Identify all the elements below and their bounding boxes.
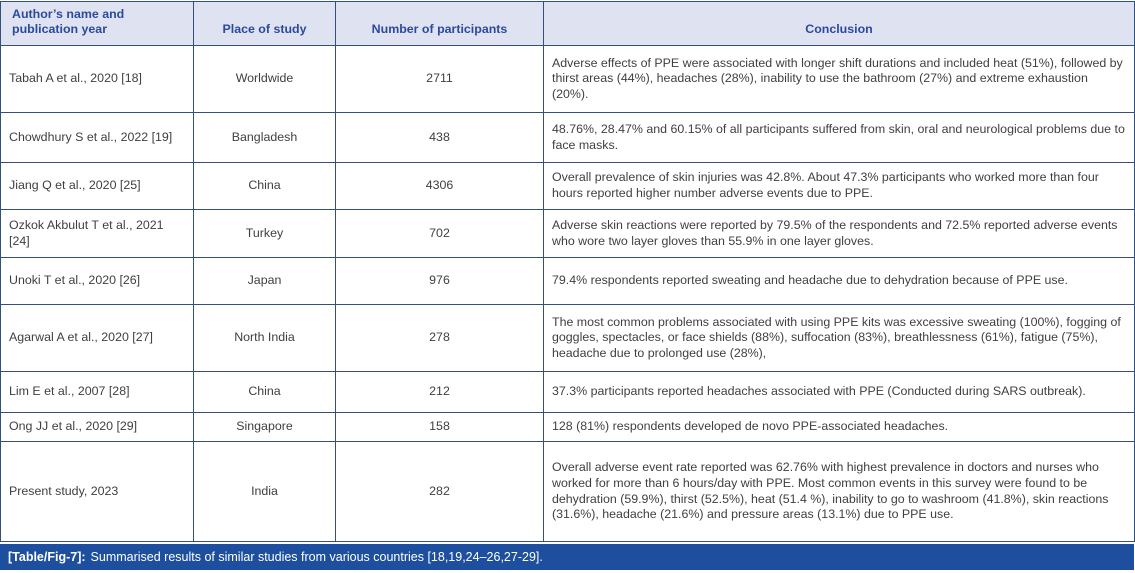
table-row — [1, 305, 1135, 372]
participants-cell: 158 — [336, 413, 544, 442]
place-cell: India — [194, 442, 336, 542]
table-header — [1, 2, 1135, 46]
participants-cell: 282 — [336, 442, 544, 542]
participants-cell: 976 — [336, 258, 544, 305]
author-cell: Jiang Q et al., 2020 [25] — [1, 163, 194, 210]
table-row — [1, 113, 1135, 163]
place-cell: China — [194, 372, 336, 413]
author-cell: Agarwal A et al., 2020 [27] — [1, 305, 194, 372]
place-cell: Turkey — [194, 210, 336, 258]
conclusion-cell: 37.3% participants reported headaches associated with PPE (Conducted during SARS outbreak). — [544, 372, 1135, 413]
table-row — [1, 413, 1135, 442]
conclusion-cell: 79.4% respondents reported sweating and headache due to dehydration because of PPE use. — [544, 258, 1135, 305]
table-row — [1, 372, 1135, 413]
column-header-author: Author’s name and publication year — [1, 2, 194, 46]
table-row — [1, 163, 1135, 210]
author-cell: Lim E et al., 2007 [28] — [1, 372, 194, 413]
place-cell: Japan — [194, 258, 336, 305]
table-row — [1, 46, 1135, 113]
conclusion-cell: Overall prevalence of skin injuries was 42.8%. About 47.3% participants who worked more than four hours reported higher number adverse events due to PPE. — [544, 163, 1135, 210]
author-cell: Ong JJ et al., 2020 [29] — [1, 413, 194, 442]
place-cell: North India — [194, 305, 336, 372]
conclusion-cell: 128 (81%) respondents developed de novo PPE-associated headaches. — [544, 413, 1135, 442]
participants-cell: 2711 — [336, 46, 544, 113]
author-cell: Unoki T et al., 2020 [26] — [1, 258, 194, 305]
table-row — [1, 210, 1135, 258]
participants-cell: 702 — [336, 210, 544, 258]
participants-cell: 4306 — [336, 163, 544, 210]
studies-summary-table — [0, 1, 1135, 542]
table-body — [1, 46, 1135, 542]
place-cell: Bangladesh — [194, 113, 336, 163]
column-header-conclusion: Conclusion — [544, 2, 1135, 46]
participants-cell: 212 — [336, 372, 544, 413]
column-header-participants: Number of participants — [336, 2, 544, 46]
figure-caption-text: Summarised results of similar studies from various countries [18,19,24–26,27-29]. — [90, 550, 543, 564]
header-row — [1, 2, 1135, 46]
conclusion-cell: The most common problems associated with using PPE kits was excessive sweating (100%), fogging of goggles, spectacles, or face shields (88%), suffocation (83%), breathlessness (61%), fatigue (75%), headache due to prolonged use (28%), — [544, 305, 1135, 372]
table-row — [1, 442, 1135, 542]
place-cell: Worldwide — [194, 46, 336, 113]
author-cell: Present study, 2023 — [1, 442, 194, 542]
conclusion-cell: Adverse skin reactions were reported by 79.5% of the respondents and 72.5% reported adverse events who wore two layer gloves than 55.9% in one layer gloves. — [544, 210, 1135, 258]
place-cell: China — [194, 163, 336, 210]
column-header-place: Place of study — [194, 2, 336, 46]
conclusion-cell: Adverse effects of PPE were associated with longer shift durations and included heat (51%), followed by thirst areas (44%), headaches (28%), inability to use the bathroom (27%) and extreme exhaustion (20%). — [544, 46, 1135, 113]
table-row — [1, 258, 1135, 305]
figure-caption — [0, 544, 1134, 570]
place-cell: Singapore — [194, 413, 336, 442]
author-cell: Chowdhury S et al., 2022 [19] — [1, 113, 194, 163]
figure-caption-label: [Table/Fig-7]: — [8, 550, 86, 564]
participants-cell: 438 — [336, 113, 544, 163]
author-cell: Ozkok Akbulut T et al., 2021 [24] — [1, 210, 194, 258]
conclusion-cell: 48.76%, 28.47% and 60.15% of all participants suffered from skin, oral and neurological problems due to face masks. — [544, 113, 1135, 163]
conclusion-cell: Overall adverse event rate reported was 62.76% with highest prevalence in doctors and nurses who worked for more than 6 hours/day with PPE. Most common events in this survey were found to be dehydration (59.9%), thirst (52.5%), heat (51.4 %), inability to go to washroom (41.8%), skin reactions (31.6%), headache (21.6%) and pressure areas (13.1%) due to PPE use. — [544, 442, 1135, 542]
participants-cell: 278 — [336, 305, 544, 372]
author-cell: Tabah A et al., 2020 [18] — [1, 46, 194, 113]
